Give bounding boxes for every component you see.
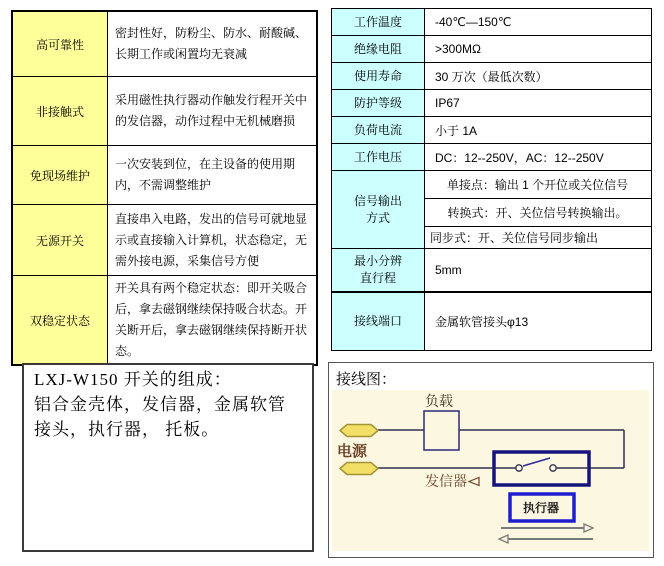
spec-label-line: 方式: [365, 210, 390, 225]
features-table: [11, 10, 318, 366]
feature-description: 采用磁性执行器动作触发行程开关中的发信器，动作过程中无机械磨损: [108, 77, 318, 146]
feature-label: 无源开关: [12, 205, 108, 276]
composition-text: 铝合金壳体，发信器，金属软管: [34, 395, 286, 414]
wiring-diagram-title: 接线图：: [336, 371, 397, 388]
table-row: [12, 276, 317, 366]
transmitter-label: 发信器: [425, 473, 467, 489]
spec-label: 工作温度: [332, 9, 425, 36]
spec-label-line: 信号输出: [353, 193, 402, 208]
table-row: [332, 36, 652, 63]
spec-label: 负荷电流: [332, 117, 425, 144]
table-row: [332, 63, 652, 90]
composition-box: [22, 363, 314, 552]
feature-label: 免现场维护: [12, 146, 108, 205]
table-row: [332, 171, 652, 199]
switch-contact-right: [550, 465, 556, 471]
feature-label: 高可靠性: [12, 11, 108, 77]
spec-value: 30 万次（最低次数）: [425, 63, 652, 90]
table-row: [332, 117, 652, 144]
spec-value: IP67: [425, 90, 652, 117]
feature-description: 开关具有两个稳定状态：即开关吸合后，拿去磁钢继续保持吸合状态。开关断开后，拿去磁钢继续保持断开状态。: [108, 276, 318, 366]
composition-title: LXJ-W150 开关的组成：: [34, 370, 232, 389]
spec-value: 金属软管接头φ13: [425, 292, 652, 351]
feature-label: 非接触式: [12, 77, 108, 146]
wiring-diagram: [332, 390, 649, 551]
spec-label-signal-output: [332, 171, 425, 249]
spec-value: -40℃—150℃: [425, 9, 652, 36]
actuator-label: 执行器: [523, 501, 560, 515]
table-row: [12, 205, 317, 276]
spec-label: 防护等级: [332, 90, 425, 117]
table-row: [332, 90, 652, 117]
power-terminal-hexagon-bottom: [340, 463, 378, 475]
table-row: [332, 292, 652, 351]
load-label: 负载: [425, 393, 453, 409]
spec-value: 小于 1A: [425, 117, 652, 144]
spec-value: DC：12--250V，AC：12--250V: [425, 144, 652, 171]
spec-label: 工作电压: [332, 144, 425, 171]
specs-table: [331, 8, 652, 351]
table-row: [12, 11, 317, 77]
spec-label: 接线端口: [332, 292, 425, 351]
diagram-background: [332, 390, 649, 551]
spec-label: 使用寿命: [332, 63, 425, 90]
feature-description: 密封性好，防粉尘、防水、耐酸碱、长期工作或闲置均无衰减: [108, 11, 318, 77]
table-row: [12, 146, 317, 205]
table-row: [332, 249, 652, 293]
table-row: [332, 9, 652, 36]
table-row: [332, 144, 652, 171]
spec-label-min-resolution: [332, 249, 425, 293]
feature-description: 一次安装到位，在主设备的使用期内，不需调整维护: [108, 146, 318, 205]
composition-text: 接头，执行器， 托板。: [34, 420, 220, 439]
spec-value-signal-option: 转换式：开、关位信号转换输出。: [425, 199, 652, 227]
spec-value: >300MΩ: [425, 36, 652, 63]
wiring-diagram-box: [328, 362, 654, 558]
spec-label: 绝缘电阻: [332, 36, 425, 63]
power-label: 电源: [337, 443, 368, 460]
feature-label: 双稳定状态: [12, 276, 108, 366]
spec-label-line: 最小分辨: [353, 254, 402, 268]
spec-label-line: 直行程: [359, 271, 396, 285]
switch-contact-left: [516, 465, 522, 471]
spec-value-signal-option: 同步式：开、关位信号同步输出: [425, 227, 652, 249]
spec-value-signal-option: 单接点：输出 1 个开位或关位信号: [425, 171, 652, 199]
feature-description: 直接串入电路，发出的信号可就地显示或直接输入计算机，状态稳定，无需外接电源，采集信号方便: [108, 205, 318, 276]
table-row: [12, 77, 317, 146]
power-terminal-hexagon-top: [340, 425, 378, 437]
load-box: [424, 411, 459, 450]
spec-value: 5mm: [425, 249, 652, 293]
